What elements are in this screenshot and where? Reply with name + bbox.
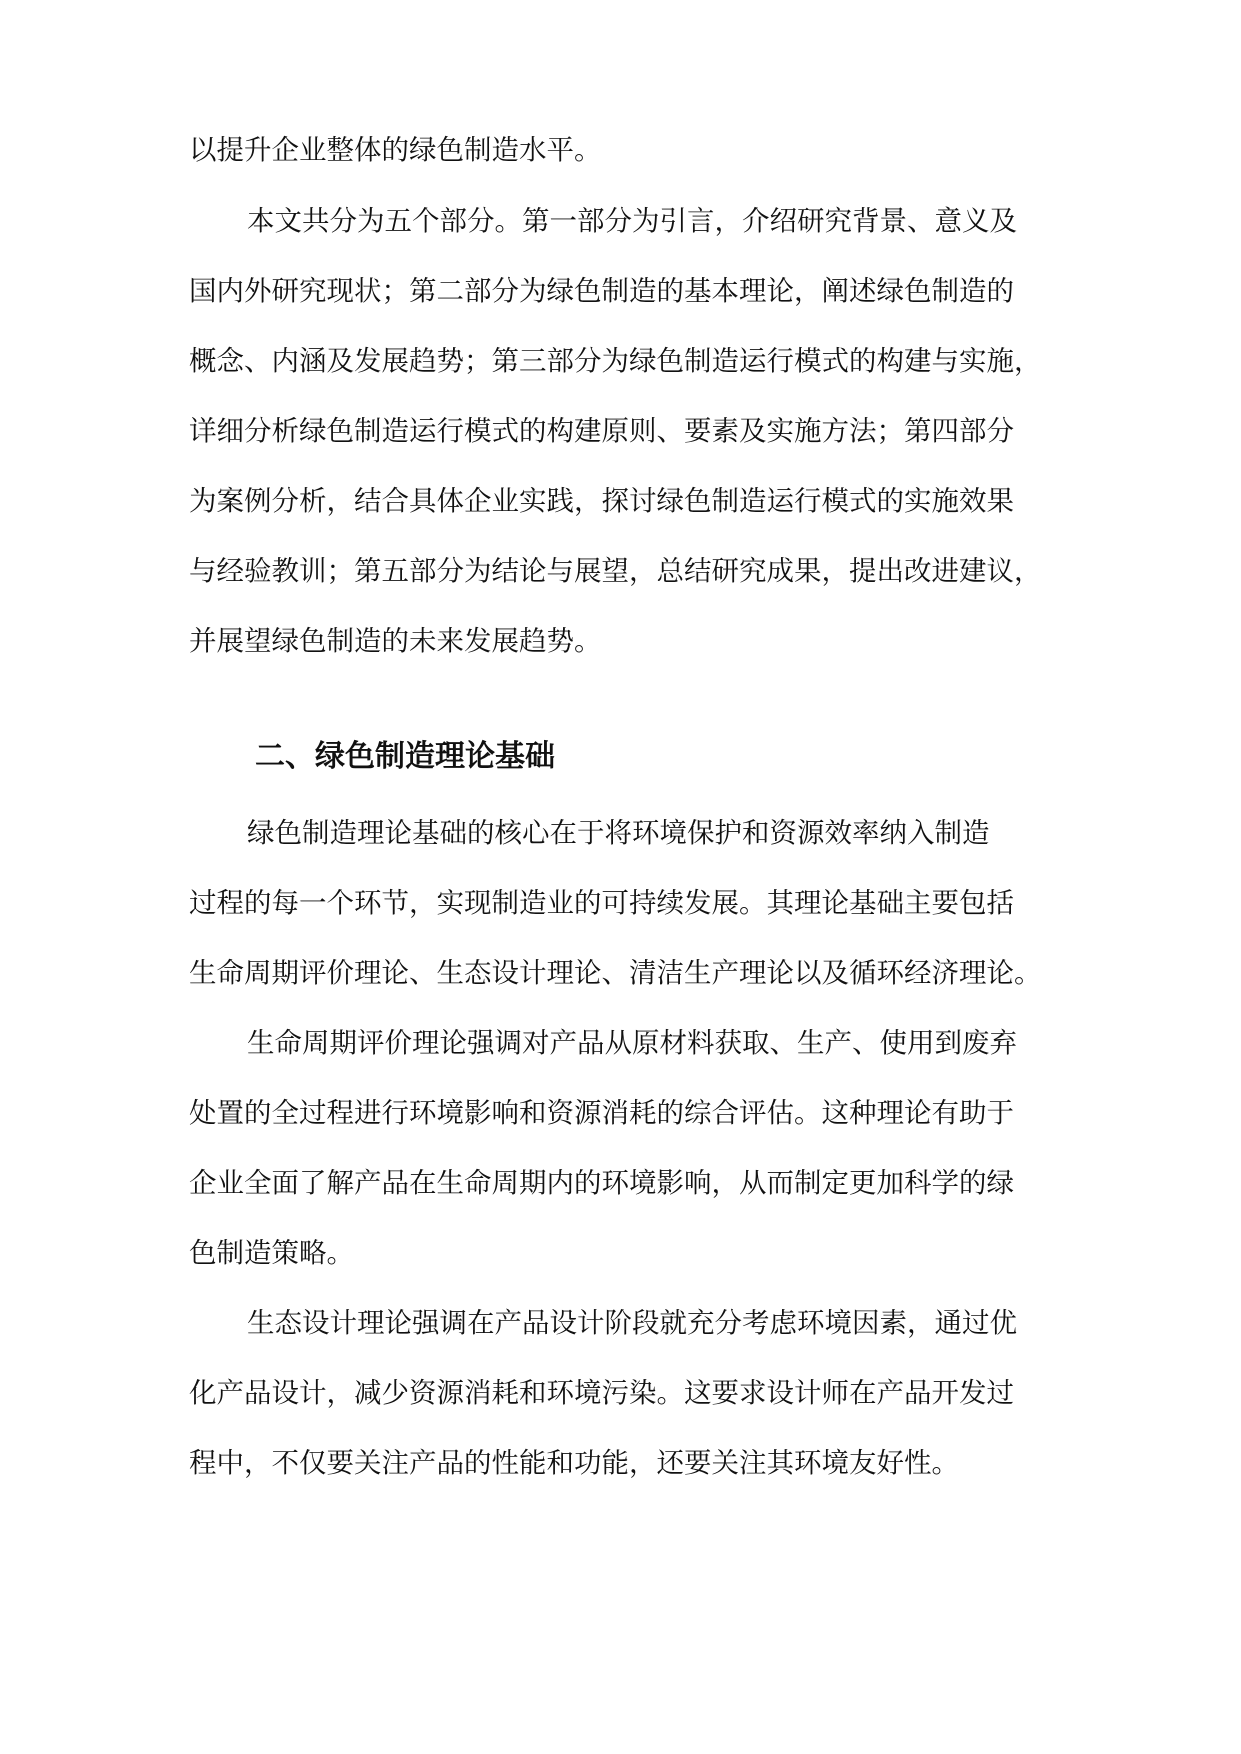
section-heading: 二、绿色制造理论基础 — [255, 739, 555, 774]
paragraph-line: 生命周期评价理论、生态设计理论、清洁生产理论以及循环经济理论。 — [189, 957, 1042, 989]
paragraph-line: 处置的全过程进行环境影响和资源消耗的综合评估。这种理论有助于 — [189, 1097, 1014, 1129]
paragraph-line: 详细分析绿色制造运行模式的构建原则、要素及实施方法；第四部分 — [189, 415, 1014, 447]
paragraph-line: 国内外研究现状；第二部分为绿色制造的基本理论，阐述绿色制造的 — [189, 275, 1014, 307]
paragraph-line: 为案例分析，结合具体企业实践，探讨绿色制造运行模式的实施效果 — [189, 485, 1014, 517]
paragraph-line: 生命周期评价理论强调对产品从原材料获取、生产、使用到废弃 — [247, 1027, 1017, 1059]
paragraph-line: 概念、内涵及发展趋势；第三部分为绿色制造运行模式的构建与实施， — [189, 345, 1042, 377]
paragraph-line: 程中，不仅要关注产品的性能和功能，还要关注其环境友好性。 — [189, 1447, 959, 1479]
paragraph-line: 绿色制造理论基础的核心在于将环境保护和资源效率纳入制造 — [247, 817, 990, 849]
paragraph-line: 本文共分为五个部分。第一部分为引言，介绍研究背景、意义及 — [247, 205, 1017, 237]
paragraph-line: 以提升企业整体的绿色制造水平。 — [189, 134, 602, 166]
paragraph-line: 生态设计理论强调在产品设计阶段就充分考虑环境因素，通过优 — [247, 1307, 1017, 1339]
paragraph-line: 过程的每一个环节，实现制造业的可持续发展。其理论基础主要包括 — [189, 887, 1014, 919]
paragraph-line: 化产品设计，减少资源消耗和环境污染。这要求设计师在产品开发过 — [189, 1377, 1014, 1409]
paragraph-line: 色制造策略。 — [189, 1237, 354, 1269]
paragraph-line: 与经验教训；第五部分为结论与展望，总结研究成果，提出改进建议， — [189, 555, 1042, 587]
paragraph-line: 企业全面了解产品在生命周期内的环境影响，从而制定更加科学的绿 — [189, 1167, 1014, 1199]
paragraph-line: 并展望绿色制造的未来发展趋势。 — [189, 625, 602, 657]
